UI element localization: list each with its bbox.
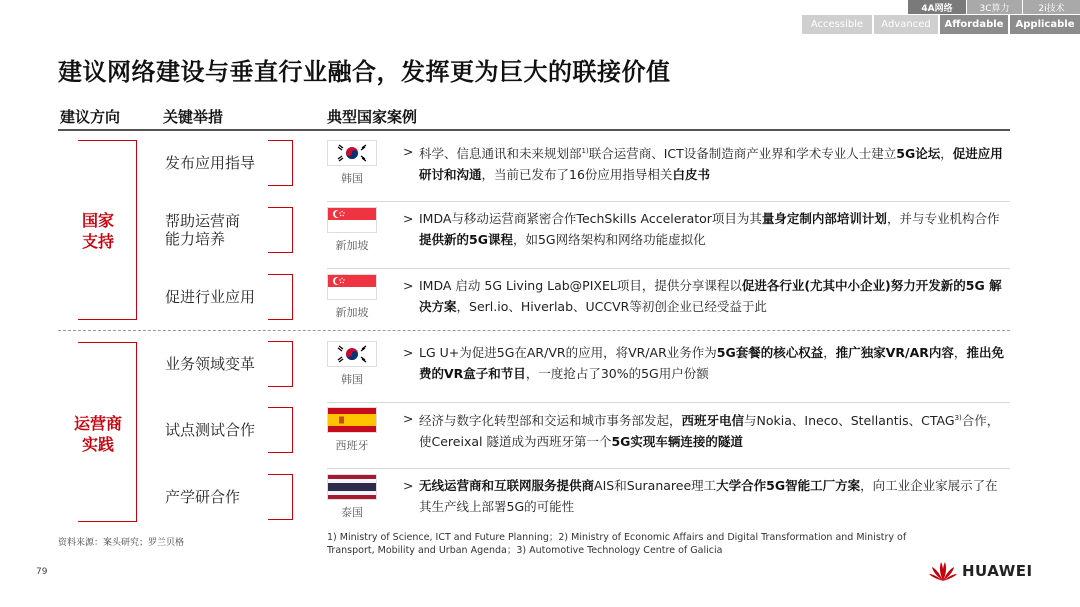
country-name: 新加坡	[335, 239, 369, 252]
bullet-arrow-icon: >	[403, 478, 414, 493]
measure-bracket	[268, 207, 293, 253]
country-name: 西班牙	[335, 439, 369, 452]
section-divider	[58, 330, 1010, 331]
measure-label: 试点测试合作	[165, 421, 256, 439]
tab-advanced[interactable]: Advanced	[874, 15, 938, 34]
case-description: > LG U+为促进5G在AR/VR的应用，将VR/AR业务作为5G套餐的核心权益，推广独家VR/AR内容，推出免费的VR盒子和节目，一度抢占了30%的5G用户份额	[403, 342, 1008, 384]
case-description: > 无线运营商和互联网服务提供商AIS和Suranaree理工大学合作5G智能工厂方案，向工业企业家展示了在其生产线上部署5G的可能性	[403, 475, 1008, 517]
bullet-arrow-icon: >	[403, 411, 414, 426]
measure-label: 促进行业应用	[165, 288, 256, 306]
bullet-arrow-icon: >	[403, 144, 414, 159]
country-name: 泰国	[341, 506, 363, 519]
header-cases: 典型国家案例	[327, 108, 418, 126]
tab-affordable[interactable]: Affordable	[940, 15, 1008, 34]
case-description: > IMDA 启动 5G Living Lab@PIXEL项目，提供分享课程以促进各行业(尤其中小企业)努力开发新的5G 解决方案，Serl.io、Hiverlab、UCCVR等初创企业已经受益于此	[403, 275, 1008, 317]
measure-bracket	[268, 274, 293, 320]
measure-label: 业务领域变革	[165, 355, 256, 373]
tab-applicable[interactable]: Applicable	[1010, 15, 1080, 34]
bullet-arrow-icon: >	[403, 345, 414, 360]
source-note: 资料来源：案头研究；罗兰贝格	[58, 538, 185, 548]
footnote: 1) Ministry of Science, ICT and Future Planning；2) Ministry of Economic Affairs and Digital Transformation and Ministry of Transport, Mobility and Urban Agenda；3) Automotive Technology Centre of Galicia	[327, 532, 907, 556]
group-label-operator: 运营商 实践	[73, 414, 122, 454]
measure-label: 帮助运营商 能力培养	[165, 212, 241, 248]
bullet-arrow-icon: >	[403, 211, 414, 226]
bullet-arrow-icon: >	[403, 278, 414, 293]
case-description: > 经济与数字化转型部和交运和城市事务部发起，西班牙电信与Nokia、Ineco、Stellantis、CTAG$^{3)}$合作，使Cereixal 隧道成为西班牙第一个5G实现车辆连接的隧道	[403, 408, 1008, 452]
case-description: > IMDA与移动运营商紧密合作TechSkills Accelerator项目为其量身定制内部培训计划，并与专业机构合作提供新的5G课程，如5G网络架构和网络功能虚拟化	[403, 208, 1008, 250]
tab-4a-network[interactable]: 4A网络	[908, 0, 966, 14]
row-divider	[327, 402, 1010, 403]
singapore-flag-icon	[327, 274, 377, 300]
huawei-logo	[928, 560, 1033, 582]
header-measures: 关键举措	[163, 108, 224, 126]
case-description: > 科学、信息通讯和未来规划部$^{1)}$联合运营商、ICT设备制造商产业界和学术专业人士建立5G论坛，促进应用研讨和沟通，当前已发布了16份应用指导相关白皮书	[403, 141, 1008, 185]
measure-label: 产学研合作	[165, 488, 241, 506]
huawei-petal-icon	[928, 560, 958, 582]
page-title: 建议网络建设与垂直行业融合，发挥更为巨大的联接价值	[58, 58, 671, 86]
country-name: 韩国	[341, 373, 363, 386]
row-divider	[327, 201, 1010, 202]
korea-flag-icon	[327, 341, 377, 367]
tab-3c-compute[interactable]: 3C算力	[967, 0, 1022, 14]
header-divider	[58, 129, 1010, 131]
thailand-flag-icon	[327, 474, 377, 500]
measure-bracket	[268, 474, 293, 520]
measure-bracket	[268, 407, 293, 453]
spain-flag-icon	[327, 407, 377, 433]
country-name: 新加坡	[335, 306, 369, 319]
korea-flag-icon	[327, 140, 377, 166]
page-number: 79	[36, 567, 48, 577]
group-label-country: 国家 支持	[81, 211, 114, 251]
singapore-flag-icon	[327, 207, 377, 233]
measure-bracket	[268, 140, 293, 186]
country-name: 韩国	[341, 172, 363, 185]
tab-accessible[interactable]: Accessible	[802, 15, 872, 34]
tab-2i-tech[interactable]: 2i技术	[1023, 0, 1080, 14]
measure-label: 发布应用指导	[165, 154, 256, 172]
row-divider	[327, 268, 1010, 269]
row-divider	[327, 468, 1010, 469]
measure-bracket	[268, 341, 293, 387]
logo-text: HUAWEI	[962, 562, 1033, 580]
header-direction: 建议方向	[60, 108, 121, 126]
